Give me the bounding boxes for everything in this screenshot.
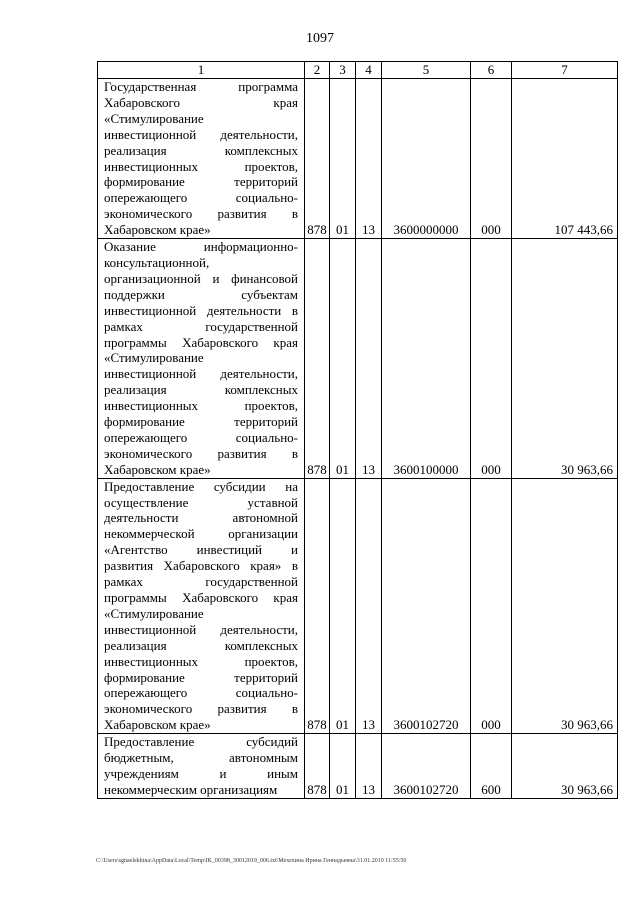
- header-col-1: 1: [98, 62, 305, 79]
- row-subsection-code: 13: [356, 79, 382, 239]
- row-subsection-code: 13: [356, 734, 382, 799]
- row-amount: 30 963,66: [512, 734, 618, 799]
- row-expense-type: 000: [471, 239, 512, 479]
- row-ministry-code: 878: [305, 478, 330, 734]
- row-ministry-code: 878: [305, 734, 330, 799]
- header-col-4: 4: [356, 62, 382, 79]
- row-expense-type: 600: [471, 734, 512, 799]
- page-number: 1097: [306, 31, 334, 46]
- table-row: [98, 734, 618, 799]
- row-section-code: 01: [330, 478, 356, 734]
- header-col-7: 7: [512, 62, 618, 79]
- row-section-code: 01: [330, 734, 356, 799]
- row-amount: 107 443,66: [512, 79, 618, 239]
- row-name: Предоставление субсидии на осуществление уставной деятельности автономной некоммерческой организации «Агентство инвестиций и развития Хабаровского края» в рамках государственной программы Хабаровского края «Стимулирование инвестиционной деятельности, реализация комплексных инвестиционных проектов, формирование территорий опережающего социально-экономического развития в Хабаровском крае»: [98, 478, 305, 734]
- budget-table: [97, 61, 618, 799]
- table-header-row: [98, 62, 618, 79]
- row-amount: 30 963,66: [512, 478, 618, 734]
- table-row: [98, 239, 618, 479]
- header-col-5: 5: [382, 62, 471, 79]
- table-row: [98, 478, 618, 734]
- row-section-code: 01: [330, 239, 356, 479]
- table-row: [98, 79, 618, 239]
- row-target-article: 3600102720: [382, 478, 471, 734]
- row-section-code: 01: [330, 79, 356, 239]
- row-subsection-code: 13: [356, 239, 382, 479]
- row-ministry-code: 878: [305, 79, 330, 239]
- row-ministry-code: 878: [305, 239, 330, 479]
- row-name: Предоставление субсидий бюджетным, автономным учреждениям и иным некоммерческим организациям: [98, 734, 305, 799]
- header-col-6: 6: [471, 62, 512, 79]
- row-subsection-code: 13: [356, 478, 382, 734]
- row-target-article: 3600102720: [382, 734, 471, 799]
- row-name: Оказание информационно-консультационной, организационной и финансовой поддержки субъектам инвестиционной деятельности в рамках государственной программы Хабаровского края «Стимулирование инвестиционной деятельности, реализация комплексных инвестиционных проектов, формирование территорий опережающего социально-экономического развития в Хабаровском крае»: [98, 239, 305, 479]
- file-path-footer: C:\Users\sgnaelekhina\AppData\Local\Temp\IK_00398_30012019_006.txt\Мехехина Ирина Геннадьевна\31.01.2019 11:55:50: [96, 858, 407, 864]
- row-target-article: 3600000000: [382, 79, 471, 239]
- row-target-article: 3600100000: [382, 239, 471, 479]
- row-expense-type: 000: [471, 478, 512, 734]
- header-col-2: 2: [305, 62, 330, 79]
- row-name: Государственная программа Хабаровского края «Стимулирование инвестиционной деятельности, реализация комплексных инвестиционных проектов, формирование территорий опережающего социально-экономического развития в Хабаровском крае»: [98, 79, 305, 239]
- row-expense-type: 000: [471, 79, 512, 239]
- row-amount: 30 963,66: [512, 239, 618, 479]
- header-col-3: 3: [330, 62, 356, 79]
